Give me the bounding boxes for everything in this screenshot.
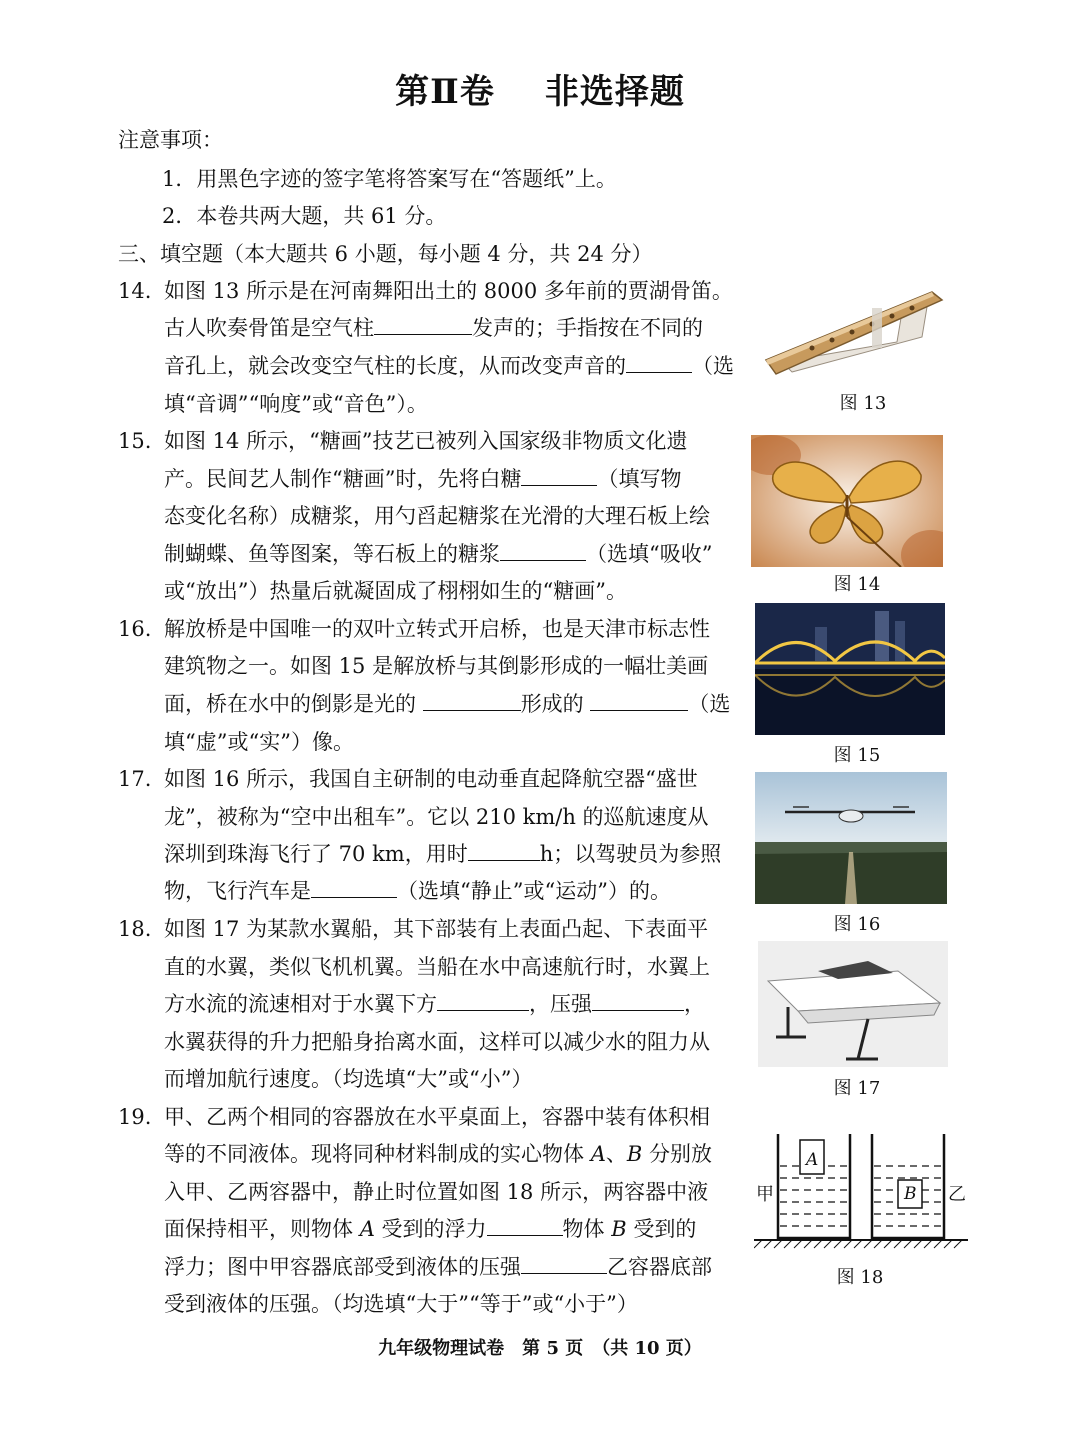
answer-blank[interactable]: [592, 990, 684, 1011]
figure-18-containers-diagram: [754, 1128, 968, 1254]
question-line: 产。民间艺人制作“糖画”时，先将白糖 （填写物: [164, 467, 682, 491]
figure-14-sugar-butterfly: [751, 435, 943, 567]
answer-blank[interactable]: [487, 1215, 563, 1236]
answer-blank[interactable]: [590, 690, 688, 711]
question-line: 解放桥是中国唯一的双叶立转式开启桥，也是天津市标志性: [164, 617, 710, 641]
notice-item: 1．用黑色字迹的签字笔将答案写在“答题纸”上。: [162, 167, 617, 191]
question-line: 填“音调”“响度”或“音色”）。: [164, 392, 428, 416]
section-heading: 三、填空题（本大题共 6 小题，每小题 4 分，共 24 分）: [118, 242, 653, 266]
question-line: 如图 17 为某款水翼船，其下部装有上表面凸起、下表面平: [164, 917, 709, 941]
question-line: 甲、乙两个相同的容器放在水平桌面上，容器中装有体积相: [164, 1105, 710, 1129]
question-line: 态变化名称）成糖浆，用勺舀起糖浆在光滑的大理石板上绘: [164, 504, 710, 528]
answer-blank[interactable]: [521, 465, 597, 486]
notice-item: 2．本卷共两大题，共 61 分。: [162, 204, 447, 228]
question-number: 14.: [118, 279, 152, 303]
question-line: 物，飞行汽车是 （选填“静止”或“运动”）的。: [164, 879, 671, 903]
question-line: 方水流的流速相对于水翼下方 ，压强 ，: [164, 992, 705, 1016]
question-line: 古人吹奏骨笛是空气柱 发声的；手指按在不同的: [164, 316, 703, 340]
page-title: [0, 64, 1080, 113]
question-line: 面保持相平，则物体 A 受到的浮力 物体 B 受到的: [164, 1217, 697, 1241]
question-line: 如图 13 所示是在河南舞阳出土的 8000 多年前的贾湖骨笛。: [164, 279, 733, 303]
object-b-label: B: [904, 1184, 917, 1204]
object-a-label: A: [806, 1150, 819, 1170]
question-line: 填“虚”或“实”）像。: [164, 730, 354, 754]
answer-blank[interactable]: [626, 352, 692, 373]
question-line: 深圳到珠海飞行了 70 km，用时 h；以驾驶员为参照: [164, 842, 722, 866]
notice-heading: 注意事项：: [118, 128, 223, 152]
question-line: 面，桥在水中的倒影是光的 形成的 （选: [164, 692, 731, 716]
figure-16-caption: 图 16: [833, 914, 881, 935]
figure-17-hydrofoil-boat: [758, 941, 948, 1067]
question-number: 19.: [118, 1105, 152, 1129]
answer-blank[interactable]: [374, 314, 472, 335]
question-number: 18.: [118, 917, 152, 941]
question-number: 15.: [118, 429, 152, 453]
figure-16-evtol-aircraft: [755, 772, 947, 904]
question-line: 浮力；图中甲容器底部受到液体的压强 乙容器底部: [164, 1255, 712, 1279]
question-line: 建筑物之一。如图 15 是解放桥与其倒影形成的一幅壮美画: [164, 654, 709, 678]
question-line: 水翼获得的升力把船身抬离水面，这样可以减少水的阻力从: [164, 1030, 710, 1054]
answer-blank[interactable]: [468, 840, 540, 861]
figure-13-bone-flute: [752, 282, 952, 382]
question-line: 制蝴蝶、鱼等图案，等石板上的糖浆 （选填“吸收”: [164, 542, 713, 566]
question-line: 如图 14 所示，“糖画”技艺已被列入国家级非物质文化遗: [164, 429, 688, 453]
question-number: 16.: [118, 617, 152, 641]
question-line: 而增加航行速度。（均选填“大”或“小”）: [164, 1067, 533, 1091]
answer-blank[interactable]: [500, 540, 586, 561]
question-line: 龙”，被称为“空中出租车”。它以 210 km/h 的巡航速度从: [164, 805, 709, 829]
question-line: 音孔上，就会改变空气柱的长度，从而改变声音的 （选: [164, 354, 734, 378]
figure-15-caption: 图 15: [833, 745, 881, 766]
question-line: 直的水翼，类似飞机机翼。当船在水中高速航行时，水翼上: [164, 955, 710, 979]
answer-blank[interactable]: [423, 690, 521, 711]
container-yi-label: 乙: [948, 1184, 966, 1205]
title-volume: 第Ⅱ卷: [395, 72, 495, 112]
question-line: 入甲、乙两容器中，静止时位置如图 18 所示，两容器中液: [164, 1180, 709, 1204]
figure-13-caption: 图 13: [839, 393, 887, 414]
figure-18-caption: 图 18: [836, 1267, 884, 1288]
figure-14-caption: 图 14: [833, 574, 881, 595]
figure-17-caption: 图 17: [833, 1078, 881, 1099]
question-line: 受到液体的压强。（均选填“大于”“等于”或“小于”）: [164, 1292, 638, 1316]
answer-blank[interactable]: [311, 877, 397, 898]
question-line: 等的不同液体。现将同种材料制成的实心物体 A、B 分别放: [164, 1142, 712, 1166]
container-jia-label: 甲: [756, 1184, 774, 1205]
figure-15-bridge-night: [755, 603, 945, 735]
question-line: 如图 16 所示，我国自主研制的电动垂直起降航空器“盛世: [164, 767, 698, 791]
answer-blank[interactable]: [437, 990, 529, 1011]
page-footer: 九年级物理试卷 第 5 页 （共 10 页）: [378, 1338, 702, 1359]
answer-blank[interactable]: [521, 1253, 607, 1274]
question-line: 或“放出”）热量后就凝固成了栩栩如生的“糖画”。: [164, 579, 627, 603]
title-type: 非选择题: [544, 72, 685, 112]
question-number: 17.: [118, 767, 152, 791]
